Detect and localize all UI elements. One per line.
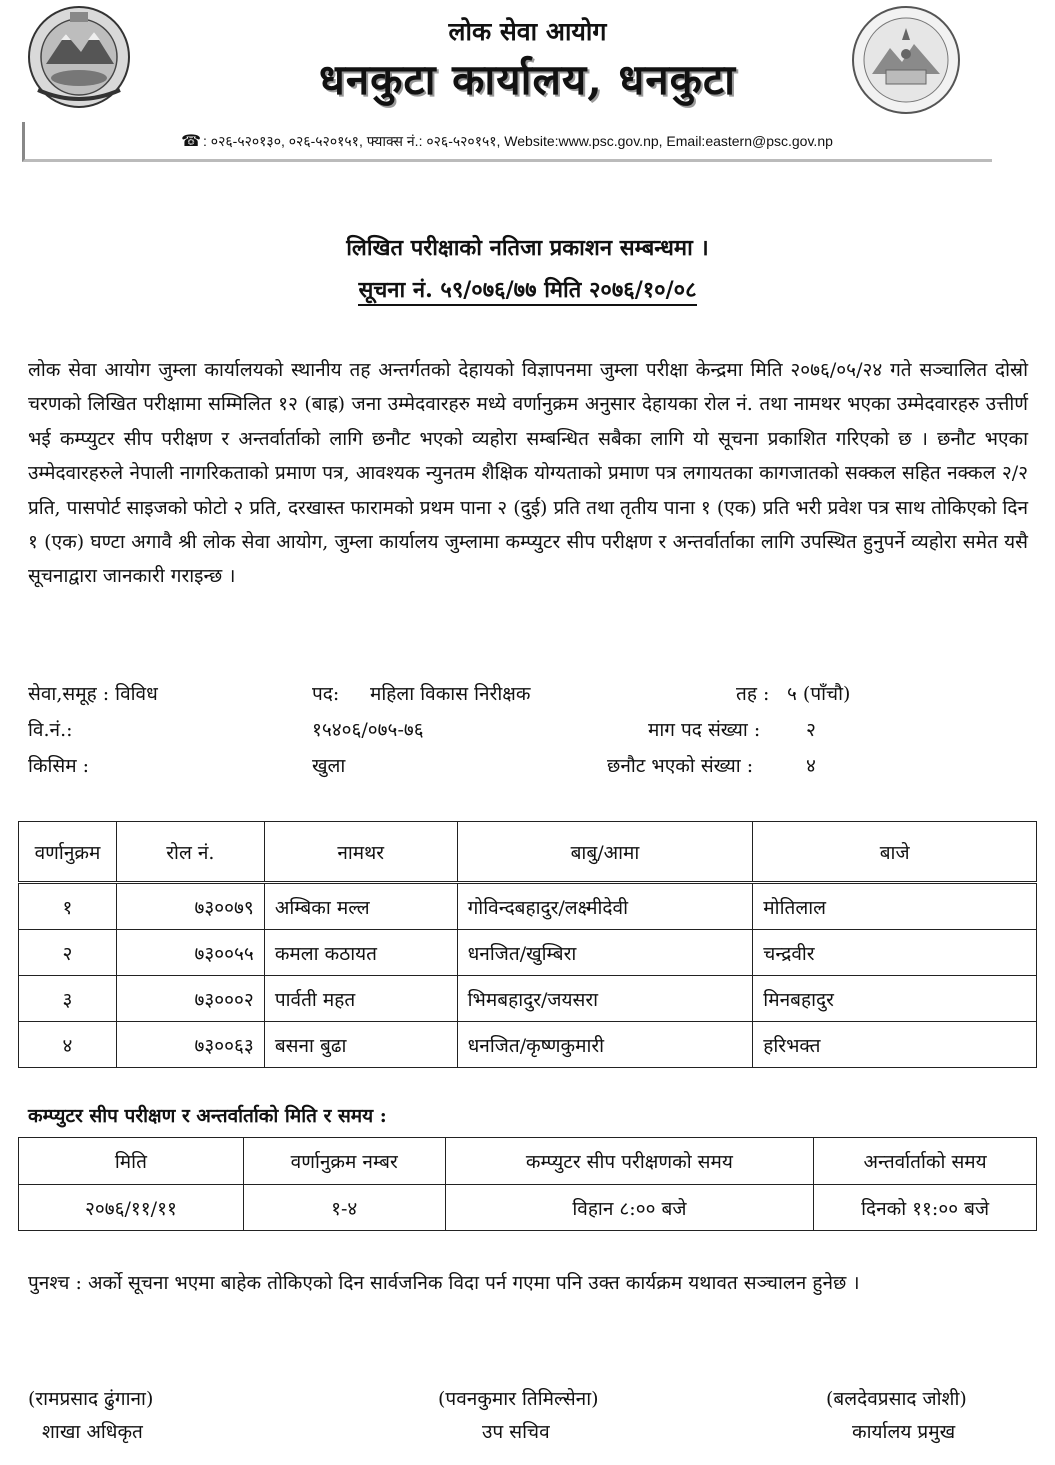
col-grandfather: बाजे xyxy=(753,822,1037,883)
type-value: खुला xyxy=(312,755,346,777)
table-row xyxy=(19,883,1037,930)
adv-value: १५४०६/०७५-७६ xyxy=(312,719,424,741)
contact-text: : ०२६-५२०१३०, ०२६-५२०१५१, फ्याक्स नं.: ०२६-५२०१५१, Website:www.psc.gov.np, Email:eastern@psc.gov.np xyxy=(203,133,833,149)
serial-cell: २ xyxy=(19,930,117,976)
signatory-name-3: (बलदेवप्रसाद जोशी) xyxy=(826,1388,967,1410)
computer-test-time-cell: विहान ८:०० बजे xyxy=(445,1185,814,1231)
serial-cell: ४ xyxy=(19,1022,117,1068)
grandfather-cell: मोतिलाल xyxy=(753,883,1037,930)
parents-cell: धनजित/कृष्णकुमारी xyxy=(457,1022,753,1068)
roll-cell: ७३०००२ xyxy=(116,976,264,1022)
organization-name: लोक सेवा आयोग xyxy=(448,17,607,46)
serial-cell: १ xyxy=(19,883,117,930)
postscript: पुनश्च : अर्को सूचना भएमा बाहेक तोकिएको दिन सार्वजनिक विदा पर्न गएमा पनि उक्त कार्यक्रम यथावत सञ्चालन हुनेछ । xyxy=(28,1272,860,1294)
demand-label: माग पद संख्या : xyxy=(648,719,761,741)
selected-value: ४ xyxy=(806,755,816,777)
grandfather-cell: मिनबहादुर xyxy=(753,976,1037,1022)
type-label: किसिम : xyxy=(28,755,90,777)
parents-cell: धनजित/खुम्बिरा xyxy=(457,930,753,976)
results-table xyxy=(18,821,1037,1068)
table-row xyxy=(19,1185,1037,1231)
parents-cell: गोविन्दबहादुर/लक्ष्मीदेवी xyxy=(457,883,753,930)
results-header-row xyxy=(19,822,1037,883)
service-group: सेवा,समूह : विविध xyxy=(28,683,158,705)
col-serial-range: वर्णानुक्रम नम्बर xyxy=(243,1138,445,1185)
adv-label: वि.नं.: xyxy=(28,719,73,741)
col-computer-test-time: कम्प्युटर सीप परीक्षणको समय xyxy=(445,1138,814,1185)
table-row xyxy=(19,930,1037,976)
table-row xyxy=(19,1022,1037,1068)
contact-info xyxy=(22,131,992,151)
grandfather-cell: हरिभक्त xyxy=(753,1022,1037,1068)
table-row xyxy=(19,976,1037,1022)
date-cell: २०७६/११/११ xyxy=(19,1185,244,1231)
signatory-name-2: (पवनकुमार तिमिल्सेना) xyxy=(438,1388,599,1410)
level-value: ५ (पाँचौ) xyxy=(787,683,851,705)
interview-time-cell: दिनको ११:०० बजे xyxy=(814,1185,1037,1231)
parents-cell: भिमबहादुर/जयसरा xyxy=(457,976,753,1022)
signatory-name-1: (रामप्रसाद ढुंगाना) xyxy=(28,1388,154,1410)
signatory-title-1: शाखा अधिकृत xyxy=(42,1421,143,1443)
demand-value: २ xyxy=(806,719,816,741)
notice-number: सूचना नं. ५९/०७६/७७ मिति २०७६/१०/०८ xyxy=(0,274,1055,304)
name-cell: पार्वती महत xyxy=(264,976,457,1022)
serial-cell: ३ xyxy=(19,976,117,1022)
signatory-title-2: उप सचिव xyxy=(482,1421,550,1443)
schedule-title: कम्प्युटर सीप परीक्षण र अन्तर्वार्ताको मिति र समय : xyxy=(28,1105,387,1127)
roll-cell: ७३००७९ xyxy=(116,883,264,930)
col-roll: रोल नं. xyxy=(116,822,264,883)
col-name: नामथर xyxy=(264,822,457,883)
name-cell: बसना बुढा xyxy=(264,1022,457,1068)
notice-body: लोक सेवा आयोग जुम्ला कार्यालयको स्थानीय तह अन्तर्गतको देहायको विज्ञापनमा जुम्ला परीक्षा केन्द्रमा मिति २०७६/०५/२४ गते सञ्चालित दोस्रो चरणको लिखित परीक्षामा सम्मिलित १२ (बाह्र) जना उम्मेदवारहरु मध्ये वर्णानुक्रम अनुसार देहायका रोल नं. तथा नामथर भएका उम्मेदवारहरु उत्तीर्ण भई कम्प्युटर सीप परीक्षण र अन्तर्वार्ताको लागि छनौट भएको व्यहोरा सम्बन्धित सबैका लागि यो सूचना प्रकाशित गरिएको छ । छनौट भएका उम्मेदवारहरुले नेपाली नागरिकताको प्रमाण पत्र, आवश्यक न्युनतम शैक्षिक योग्यताको प्रमाण पत्र लगायतका कागजातको सक्कल सहित नक्कल २/२ प्रति, पासपोर्ट साइजको फोटो २ प्रति, दरखास्त फारामको प्रथम पाना २ (दुई) प्रति तथा तृतीय पाना १ (एक) प्रति भरी प्रवेश पत्र साथ तोकिएको दिन १ (एक) घण्टा अगावै श्री लोक सेवा आयोग, जुम्ला कार्यालय जुम्लामा कम्प्युटर सीप परीक्षण र अन्तर्वार्ताका लागि उपस्थित हुनुपर्ने व्यहोरा समेत यसै सूचनाद्वारा जानकारी गराइन्छ । xyxy=(28,359,1028,588)
notice-title: लिखित परीक्षाको नतिजा प्रकाशन सम्बन्धमा । xyxy=(346,235,709,261)
post-value: महिला विकास निरीक्षक xyxy=(370,683,531,705)
selected-label: छनौट भएको संख्या : xyxy=(607,755,754,777)
col-interview-time: अन्तर्वार्ताको समय xyxy=(814,1138,1037,1185)
col-parents: बाबु/आमा xyxy=(457,822,753,883)
schedule-header-row xyxy=(19,1138,1037,1185)
name-cell: अम्बिका मल्ल xyxy=(264,883,457,930)
phone-icon: ☎ xyxy=(181,133,202,150)
roll-cell: ७३००६३ xyxy=(116,1022,264,1068)
signatory-title-3: कार्यालय प्रमुख xyxy=(852,1421,956,1443)
roll-cell: ७३००५५ xyxy=(116,930,264,976)
col-serial: वर्णानुक्रम xyxy=(19,822,117,883)
serial-range-cell: १-४ xyxy=(243,1185,445,1231)
post-label: पद: xyxy=(312,683,340,705)
schedule-table xyxy=(18,1137,1037,1231)
name-cell: कमला कठायत xyxy=(264,930,457,976)
level-label: तह : xyxy=(736,683,770,705)
office-name: धनकुटा कार्यालय, धनकुटा xyxy=(319,55,736,104)
col-date: मिति xyxy=(19,1138,244,1185)
grandfather-cell: चन्द्रवीर xyxy=(753,930,1037,976)
